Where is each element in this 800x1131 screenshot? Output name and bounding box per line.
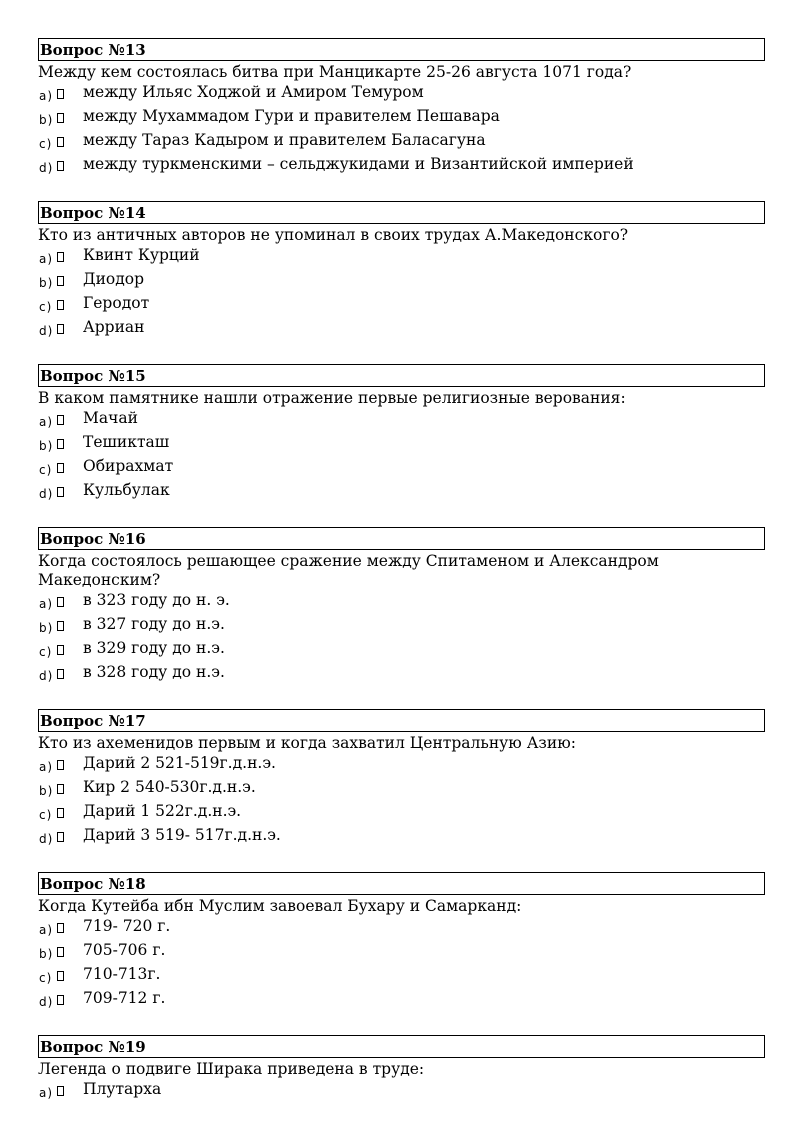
checkbox-icon[interactable] <box>57 971 64 981</box>
option-text: между туркменскими – сельджукидами и Византийской империей <box>83 155 634 173</box>
question-14 <box>38 201 765 342</box>
option-letter: b) <box>39 439 54 453</box>
option-text: в 323 году до н. э. <box>83 591 230 609</box>
checkbox-icon[interactable] <box>57 832 64 842</box>
option-text: между Мухаммадом Гури и правителем Пешавара <box>83 107 500 125</box>
answer-option-c[interactable] <box>38 294 765 318</box>
option-text: в 328 году до н.э. <box>83 663 225 681</box>
answer-option-d[interactable] <box>38 155 765 179</box>
option-text: 710-713г. <box>83 965 161 983</box>
option-text: Плутарха <box>83 1080 162 1098</box>
answer-option-a[interactable] <box>38 754 765 778</box>
answer-option-d[interactable] <box>38 481 765 505</box>
question-16 <box>38 527 765 687</box>
question-title: Вопрос №15 <box>38 364 765 387</box>
option-text: в 327 году до н.э. <box>83 615 225 633</box>
option-text: Дарий 1 522г.д.н.э. <box>83 802 242 820</box>
checkbox-icon[interactable] <box>57 597 64 607</box>
checkbox-icon[interactable] <box>57 415 64 425</box>
answer-option-c[interactable] <box>38 965 765 989</box>
option-letter: d) <box>39 995 54 1009</box>
option-letter: b) <box>39 113 54 127</box>
answer-option-b[interactable] <box>38 433 765 457</box>
answer-option-a[interactable] <box>38 1080 765 1104</box>
answer-option-d[interactable] <box>38 318 765 342</box>
option-text: Арриан <box>83 318 145 336</box>
checkbox-icon[interactable] <box>57 784 64 794</box>
option-text: Диодор <box>83 270 145 288</box>
answer-option-a[interactable] <box>38 83 765 107</box>
question-title: Вопрос №18 <box>38 872 765 895</box>
option-letter: c) <box>39 463 53 477</box>
question-text: Легенда о подвиге Ширака приведена в труде: <box>38 1060 425 1078</box>
answer-option-c[interactable] <box>38 131 765 155</box>
option-text: Кульбулак <box>83 481 170 499</box>
checkbox-icon[interactable] <box>57 621 64 631</box>
checkbox-icon[interactable] <box>57 113 64 123</box>
option-text: 705-706 г. <box>83 941 166 959</box>
answer-option-d[interactable] <box>38 663 765 687</box>
option-text: в 329 году до н.э. <box>83 639 225 657</box>
question-text: Между кем состоялась битва при Манцикарте 25-26 августа 1071 года? <box>38 63 632 81</box>
option-letter: b) <box>39 784 54 798</box>
option-letter: d) <box>39 487 54 501</box>
question-18 <box>38 872 765 1013</box>
option-text: Геродот <box>83 294 150 312</box>
option-letter: d) <box>39 669 54 683</box>
option-text: Мачай <box>83 409 138 427</box>
question-title: Вопрос №17 <box>38 709 765 732</box>
option-letter: a) <box>39 89 54 103</box>
answer-option-b[interactable] <box>38 107 765 131</box>
option-text: Дарий 3 519- 517г.д.н.э. <box>83 826 281 844</box>
option-text: Обирахмат <box>83 457 174 475</box>
question-15 <box>38 364 765 505</box>
question-19 <box>38 1035 765 1104</box>
question-title: Вопрос №19 <box>38 1035 765 1058</box>
answer-option-a[interactable] <box>38 246 765 270</box>
answer-option-a[interactable] <box>38 591 765 615</box>
answer-option-b[interactable] <box>38 941 765 965</box>
checkbox-icon[interactable] <box>57 669 64 679</box>
question-list <box>38 38 765 1126</box>
question-text: Кто из ахеменидов первым и когда захватил Центральную Азию: <box>38 734 576 752</box>
checkbox-icon[interactable] <box>57 760 64 770</box>
checkbox-icon[interactable] <box>57 645 64 655</box>
checkbox-icon[interactable] <box>57 276 64 286</box>
option-letter: a) <box>39 597 54 611</box>
option-letter: c) <box>39 645 53 659</box>
checkbox-icon[interactable] <box>57 252 64 262</box>
option-letter: b) <box>39 621 54 635</box>
option-text: Тешикташ <box>83 433 170 451</box>
checkbox-icon[interactable] <box>57 463 64 473</box>
checkbox-icon[interactable] <box>57 1086 64 1096</box>
option-letter: c) <box>39 137 53 151</box>
option-letter: c) <box>39 971 53 985</box>
question-13 <box>38 38 765 179</box>
option-letter: c) <box>39 300 53 314</box>
option-text: 719- 720 г. <box>83 917 171 935</box>
option-text: между Ильяс Ходжой и Амиром Темуром <box>83 83 424 101</box>
option-letter: a) <box>39 760 54 774</box>
checkbox-icon[interactable] <box>57 923 64 933</box>
question-text: Когда Кутейба ибн Муслим завоевал Бухару и Самарканд: <box>38 897 522 915</box>
option-letter: a) <box>39 415 54 429</box>
option-letter: b) <box>39 276 54 290</box>
option-text: Квинт Курций <box>83 246 200 264</box>
option-letter: d) <box>39 324 54 338</box>
answer-option-a[interactable] <box>38 917 765 941</box>
option-text: между Тараз Кадыром и правителем Баласагуна <box>83 131 486 149</box>
question-text: Когда состоялось решающее сражение между Спитаменом и Александром Македонским? <box>38 552 659 589</box>
question-text: В каком памятнике нашли отражение первые религиозные верования: <box>38 389 626 407</box>
checkbox-icon[interactable] <box>57 161 64 171</box>
option-text: Дарий 2 521-519г.д.н.э. <box>83 754 276 772</box>
checkbox-icon[interactable] <box>57 324 64 334</box>
option-letter: c) <box>39 808 53 822</box>
option-letter: d) <box>39 832 54 846</box>
checkbox-icon[interactable] <box>57 89 64 99</box>
question-text: Кто из античных авторов не упоминал в своих трудах А.Македонского? <box>38 226 629 244</box>
question-title: Вопрос №13 <box>38 38 765 61</box>
question-title: Вопрос №16 <box>38 527 765 550</box>
answer-option-d[interactable] <box>38 989 765 1013</box>
answer-option-b[interactable] <box>38 270 765 294</box>
checkbox-icon[interactable] <box>57 995 64 1005</box>
option-letter: a) <box>39 252 54 266</box>
checkbox-icon[interactable] <box>57 487 64 497</box>
answer-option-b[interactable] <box>38 615 765 639</box>
checkbox-icon[interactable] <box>57 137 64 147</box>
checkbox-icon[interactable] <box>57 808 64 818</box>
answer-option-d[interactable] <box>38 826 765 850</box>
answer-option-c[interactable] <box>38 639 765 663</box>
question-title: Вопрос №14 <box>38 201 765 224</box>
answer-option-c[interactable] <box>38 457 765 481</box>
option-letter: d) <box>39 161 54 175</box>
option-text: 709-712 г. <box>83 989 166 1007</box>
option-letter: b) <box>39 947 54 961</box>
option-letter: a) <box>39 1086 54 1100</box>
answer-option-b[interactable] <box>38 778 765 802</box>
option-text: Кир 2 540-530г.д.н.э. <box>83 778 256 796</box>
checkbox-icon[interactable] <box>57 439 64 449</box>
answer-option-a[interactable] <box>38 409 765 433</box>
checkbox-icon[interactable] <box>57 300 64 310</box>
answer-option-c[interactable] <box>38 802 765 826</box>
checkbox-icon[interactable] <box>57 947 64 957</box>
question-17 <box>38 709 765 850</box>
option-letter: a) <box>39 923 54 937</box>
